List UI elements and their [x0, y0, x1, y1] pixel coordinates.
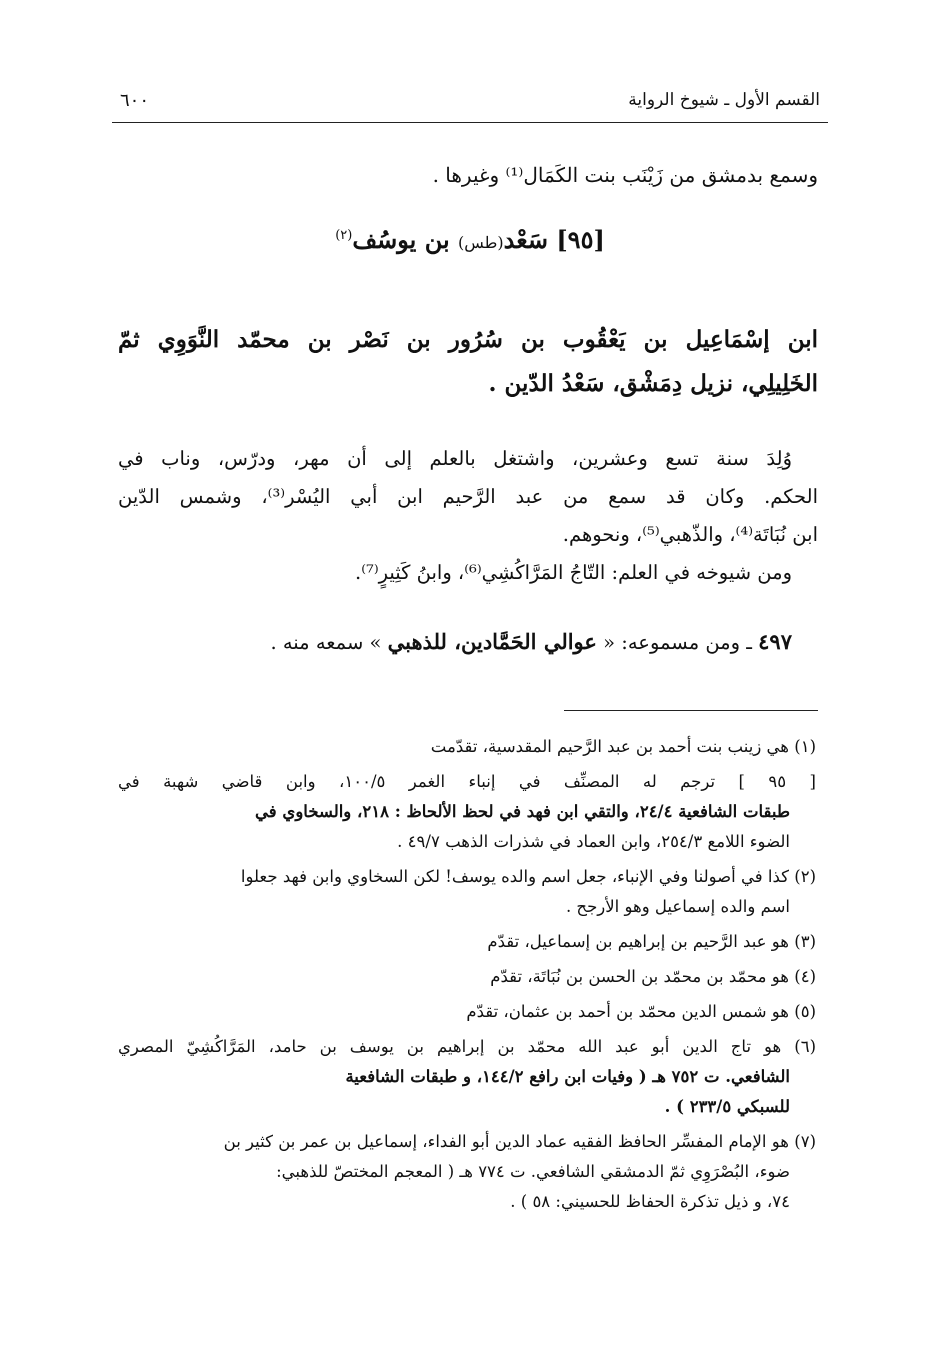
- footnote-4: [118, 962, 816, 992]
- footnote-rule: [564, 710, 818, 711]
- footnote-line: طبقات الشافعية ٢٤/٤، والتقي ابن فهد في لحظ الألحاظ : ٢١٨، والسخاوي في: [255, 802, 790, 821]
- footnote-line: [118, 962, 816, 992]
- bio-line: الحكم. وكان قد سمع من عبد الرَّحيم ابن أبي اليُسْر⁽³⁾، وشمس الدّين: [118, 485, 818, 508]
- footnote-line: [118, 1127, 816, 1157]
- footnote-7: [118, 1127, 816, 1217]
- footnote-marker: (٧): [794, 1132, 816, 1151]
- footnote-marker: (١): [794, 737, 816, 756]
- biography-paragraph: [118, 440, 818, 592]
- footnote-line: [118, 927, 816, 957]
- lineage-paragraph: [118, 318, 818, 406]
- footnote-marker: (٢): [794, 867, 816, 886]
- section-title: القسم الأول ـ شيوخ الرواية: [628, 90, 820, 110]
- footnote-6: [118, 1032, 816, 1122]
- heard-title: عوالي الحَمَّادين، للذهبي: [387, 629, 597, 654]
- footnote-line: اسم والده إسماعيل وهو الأرجح .: [565, 897, 790, 916]
- footnote-text: هو عبد الرَّحيم بن إبراهيم بن إسماعيل، تقدّم: [487, 932, 789, 951]
- footnote-line: [118, 1032, 816, 1062]
- entry-name-rest: بن يوسُف: [352, 225, 450, 254]
- heard-item: [118, 628, 818, 655]
- footnote-line: [118, 997, 816, 1027]
- entry-code: (طس): [458, 233, 504, 252]
- heard-number: ٤٩٧: [758, 629, 792, 654]
- footnote-marker: (٥): [794, 1002, 816, 1021]
- footnote-line: الشافعي. ت ٧٥٢ هـ ( وفيات ابن رافع ١٤٤/٢، و طبقات الشافعية: [345, 1067, 790, 1086]
- footnote-5: [118, 997, 816, 1027]
- entry-name: سَعْد: [503, 225, 548, 254]
- entry-heading: [0, 225, 940, 254]
- heard-line: [118, 628, 818, 655]
- footnote-1: [118, 732, 816, 762]
- footnote-line: ضوء، البُصْرَوِي ثمّ الدمشقي الشافعي. ت ٧٧٤ هـ ( المعجم المختصّ للذهبي:: [276, 1162, 790, 1181]
- footnote-text: ترجم له المصنِّف في إنباء الغمر ١٠٠/٥، وابن قاضي شهبة في: [118, 772, 716, 791]
- footnote-line: [118, 862, 816, 892]
- footnote-entry-95: [118, 767, 816, 857]
- footnote-marker: (٤): [794, 967, 816, 986]
- bio-line: ومن شيوخه في العلم: التّاجُ المَرَّاكُشِي⁽⁶⁾، وابنُ كَثِيرٍ⁽⁷⁾.: [355, 561, 792, 584]
- footnote-marker: (٣): [794, 932, 816, 951]
- footnote-3: [118, 927, 816, 957]
- footnote-line: [118, 732, 816, 762]
- footnote-2: [118, 862, 816, 922]
- header-rule: [112, 122, 828, 123]
- bio-line: ابن نُبَاتَة⁽⁴⁾، والذّهبي⁽⁵⁾، ونحوهم.: [562, 523, 818, 546]
- footnote-text: هو تاج الدين أبو عبد الله محمّد بن إبراهيم بن يوسف بن حامد، المَرَّاكُشِيّ المصري: [118, 1037, 782, 1056]
- entry-number: [٩٥]: [556, 225, 605, 254]
- footnote-marker: [ ٩٥ ]: [738, 772, 816, 791]
- footnotes: [118, 732, 816, 1222]
- footnote-line: [118, 767, 816, 797]
- heard-prefix: ـ ومن مسموعه: «: [603, 631, 752, 654]
- footnote-text: هو محمّد بن محمّد بن الحسن بن نُبَاتَة، تقدّم: [490, 967, 789, 986]
- footnote-line: للسبكي ٢٣٣/٥ ) .: [664, 1097, 790, 1116]
- intro-line: وسمع بدمشق من زَيْنَب بنت الكَمَال⁽¹⁾ وغيرها .: [432, 163, 818, 187]
- lineage-line: ابن إسْمَاعِيل بن يَعْقُوب بن سُرُور بن نَصْر بن محمّد النَّوَوِي ثمّ: [118, 326, 818, 353]
- running-header: [112, 90, 828, 120]
- lineage-line: الخَلِيلِي، نزيل دِمَشْق، سَعْدُ الدّين .: [488, 370, 818, 397]
- page-number: ٦٠٠: [120, 90, 150, 111]
- footnote-text: كذا في أصولنا وفي الإنباء، جعل اسم والده يوسف! لكن السخاوي وابن فهد جعلوا: [240, 867, 789, 886]
- footnote-text: هو شمس الدين محمّد بن أحمد بن عثمان، تقدّم: [466, 1002, 789, 1021]
- entry-note-ref: (٢): [335, 228, 353, 243]
- footnote-marker: (٦): [794, 1037, 816, 1056]
- footnote-text: هو الإمام المفسِّر الحافظ الفقيه عماد الدين أبو الفداء، إسماعيل بن عمر بن كثير بن: [223, 1132, 789, 1151]
- intro-paragraph: [118, 162, 818, 188]
- heard-suffix: » سمعه منه .: [270, 631, 382, 654]
- footnote-line: ٧٤، و ذيل تذكرة الحفاظ للحسيني: ٥٨ ) .: [510, 1192, 790, 1211]
- footnote-text: هي زينب بنت أحمد بن عبد الرَّحيم المقدسية، تقدّمت: [430, 737, 789, 756]
- footnote-line: الضوء اللامع ٢٥٤/٣، وابن العماد في شذرات الذهب ٤٩/٧ .: [397, 832, 790, 851]
- bio-line: وُلِدَ سنة تسع وعشرين، واشتغل بالعلم إلى أن مهر، ودرّس، وناب في: [118, 447, 792, 470]
